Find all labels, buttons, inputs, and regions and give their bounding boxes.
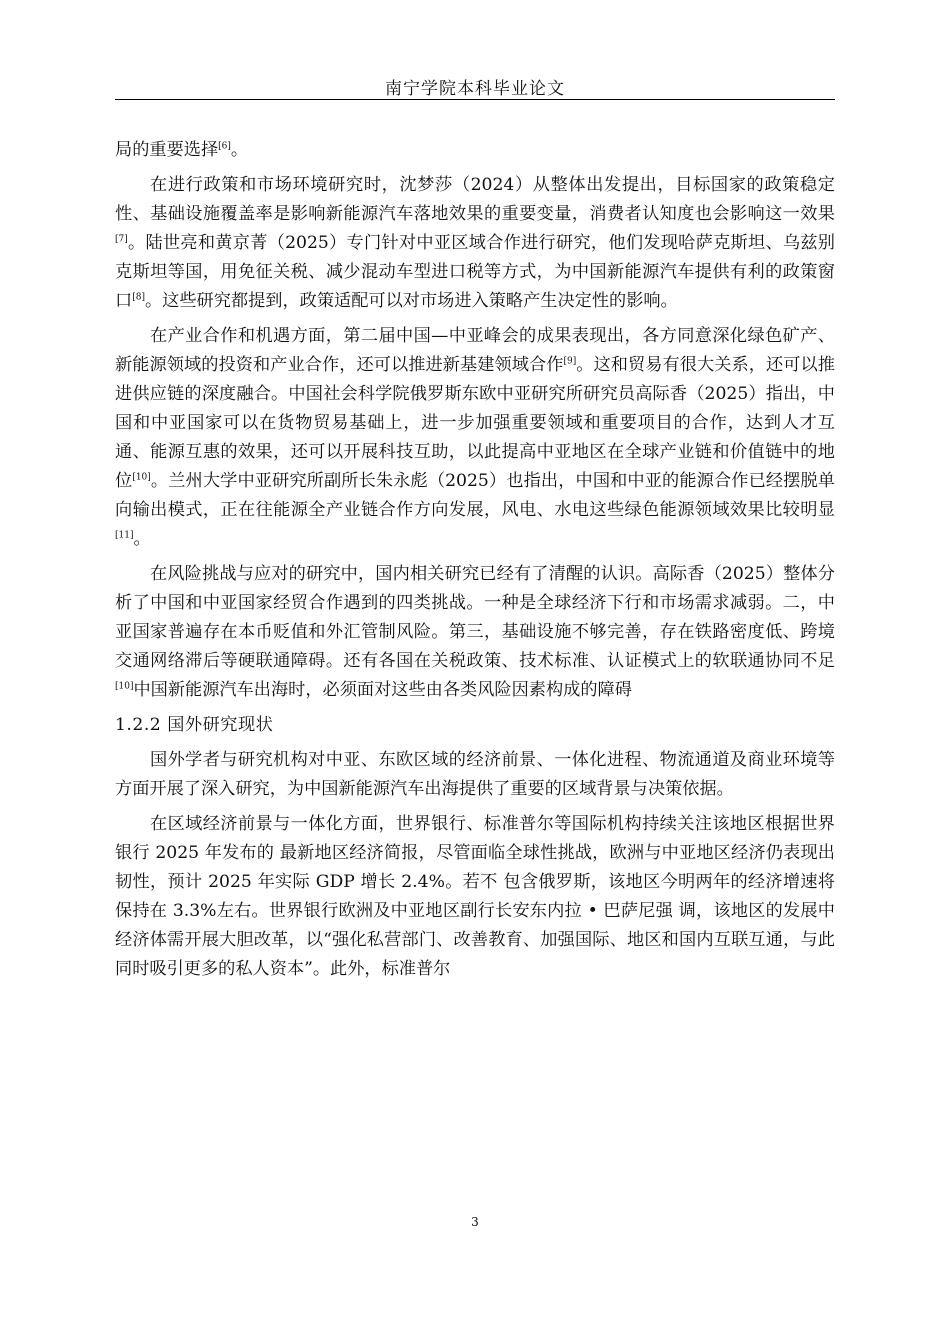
section-heading: 1.2.2 国外研究现状 bbox=[115, 715, 274, 735]
paragraph-cooperation: 在产业合作和机遇方面，第二届中国—中亚峰会的成果表现出，各方同意深化绿色矿产、新能源领域的投资和产业合作，还可以推进新基建领域合作[9]。这和贸易有很大关系，还可以推进供应链的深度融合。中国社会科学院俄罗斯东欧中亚研究所研究员高际香（2025）指出，中国和中亚国家可以在货物贸易基础上，进一步加强重要领域和重要项目的合作，达到人才互通、能源互惠的效果，还可以开展科技互助，以此提高中亚地区在全球产业链和价值链中的地位[10]。兰州大学中亚研究所副所长朱永彪（2025）也指出，中国和中亚的能源合作已经摆脱单向输出模式，正在往能源全产业链合作方向发展，风电、水电这些绿色能源领域效果比较明显[11]。 bbox=[115, 326, 835, 549]
citation: [8] bbox=[132, 292, 145, 303]
citation: [11] bbox=[115, 530, 134, 541]
main-text bbox=[115, 136, 835, 984]
citation: [6] bbox=[218, 141, 231, 152]
page-header: 南宁学院本科毕业论文 bbox=[385, 79, 565, 99]
paragraph-risk: 在风险挑战与应对的研究中，国内相关研究已经有了清醒的认识。高际香（2025）整体分析了中国和中亚国家经贸合作遇到的四类挑战。一种是全球经济下行和市场需求减弱。二，中亚国家普遍存在本币贬值和外汇管制风险。第三，基础设施不够完善，存在铁路密度低、跨境交通网络滞后等硬联通障碍。还有各国在关税政策、技术标准、认证模式上的软联通协同不足[10]中国新能源汽车出海时，必须面对这些由各类风险因素构成的障碍 bbox=[115, 564, 835, 700]
citation: [9] bbox=[563, 356, 577, 367]
citation: [7] bbox=[115, 234, 128, 245]
paragraph-regional-economy: 在区域经济前景与一体化方面，世界银行、标准普尔等国际机构持续关注该地区根据世界银行 2025 年发布的 最新地区经济简报，尽管面临全球性挑战，欧洲与中亚地区经济仍表现出韧性，预计 2025 年实际 GDP 增长 2.4%。若不 包含俄罗斯，该地区今明两年的经济增速将保持在 3.3%左右。世界银行欧洲及中亚地区副行长安东内拉 • 巴萨尼强 调，该地区的发展中经济体需开展大胆改革，以“强化私营部门、改善教育、加强国际、地区和国内互联互通，与此同时吸引更多的私人资本”。此外，标准普尔 bbox=[115, 814, 835, 979]
citation: [10] bbox=[132, 472, 151, 483]
paragraph-continued: 局的重要选择[6]。 bbox=[115, 140, 249, 160]
paragraph-policy: 在进行政策和市场环境研究时，沈梦莎（2024）从整体出发提出，目标国家的政策稳定性、基础设施覆盖率是影响新能源汽车落地效果的重要变量，消费者认知度也会影响这一效果[7]。陆世亮和黄京菁（2025）专门针对中亚区域合作进行研究，他们发现哈萨克斯坦、乌兹别克斯坦等国，用免征关税、减少混动车型进口税等方式，为中国新能源汽车提供有利的政策窗口[8]。这些研究都提到，政策适配可以对市场进入策略产生决定性的影响。 bbox=[115, 175, 835, 311]
header-rule bbox=[115, 99, 835, 100]
citation: [10] bbox=[115, 681, 134, 692]
page-number: 3 bbox=[471, 1215, 479, 1229]
paragraph-foreign-intro: 国外学者与研究机构对中亚、东欧区域的经济前景、一体化进程、物流通道及商业环境等方面开展了深入研究，为中国新能源汽车出海提供了重要的区域背景与决策依据。 bbox=[115, 750, 835, 799]
